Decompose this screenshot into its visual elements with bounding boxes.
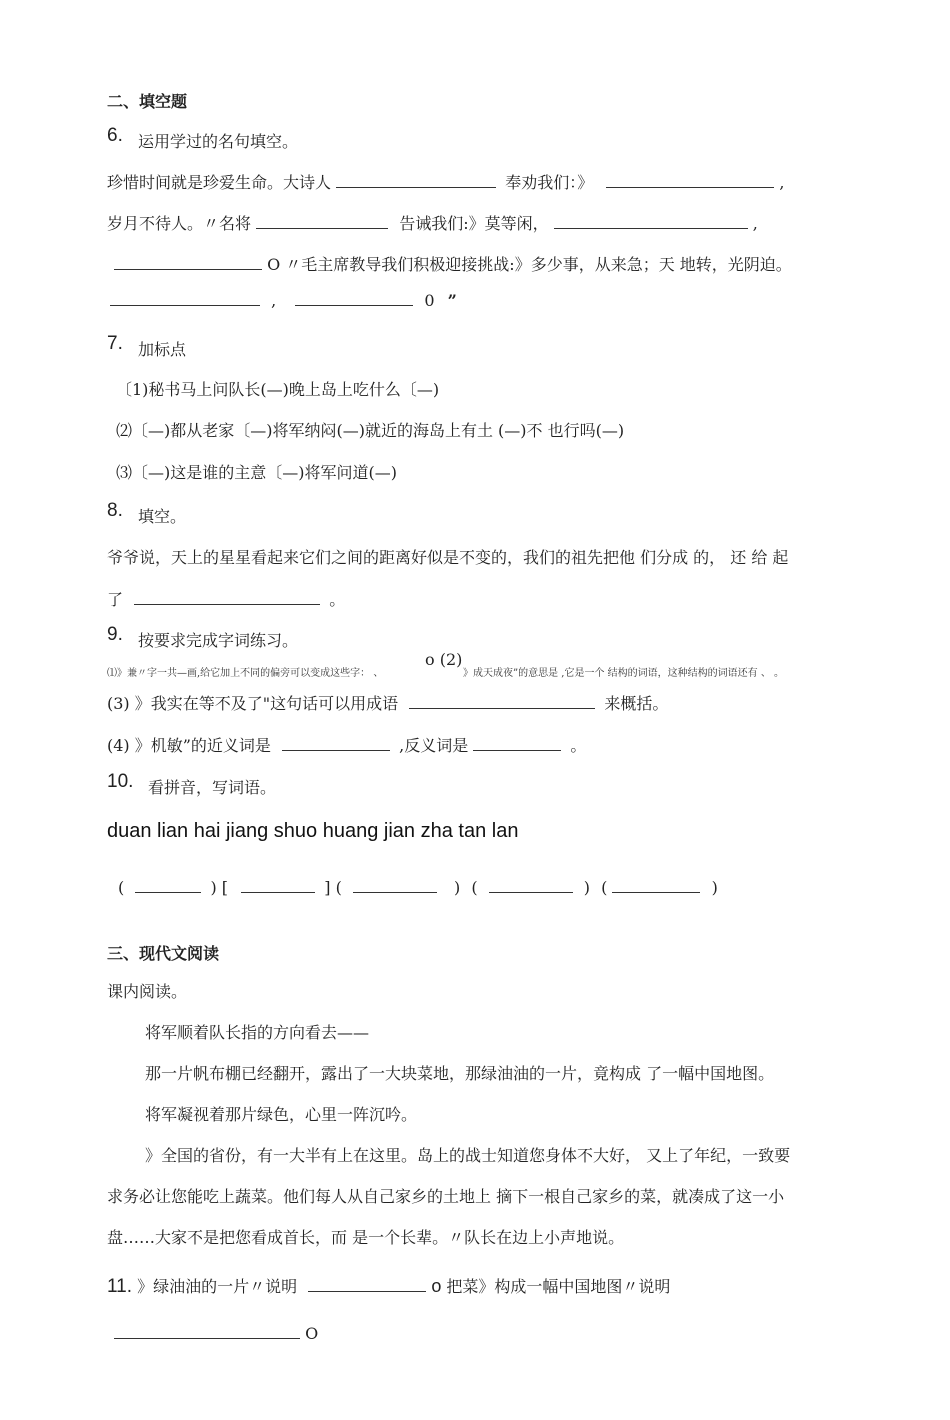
passage-paragraph-3: 将军凝视着那片绿色，心里一阵沉吟。 [145, 1105, 418, 1124]
question-number-10: 10. [107, 771, 134, 792]
question-8-prompt: 填空。 [138, 507, 187, 526]
q9-text: (4) 》机敏”的近义词是 [107, 736, 271, 755]
bracket: ( [335, 878, 342, 897]
question-number-11: 11. [107, 1276, 133, 1297]
section-title-fill-blank: 二、填空题 [107, 92, 188, 111]
q8-text: 了 [107, 590, 124, 609]
passage-paragraph-1: 将军顺着队长指的方向看去—— [145, 1023, 370, 1042]
q11-text: 把菜》构成一幅中国地图〃说明 [446, 1277, 671, 1296]
question-number-7: 7. [107, 333, 123, 354]
q6-text: O 〃毛主席教导我们积极迎接挑战:》多少事，从来急；天 地转，光阴迫。 [267, 255, 792, 274]
bracket: ) [583, 878, 591, 897]
answer-blank[interactable] [473, 736, 561, 751]
q9-text: (3) 》我实在等不及了"这句话可以用成语 [107, 694, 399, 713]
pinyin-answer-boxes [118, 878, 718, 897]
q11-text: 》绿油油的一片〃说明 [137, 1277, 298, 1296]
bracket: ) [454, 878, 461, 897]
passage-paragraph-4-line-3: 盘……大家不是把您看成首长，而 是一个长辈。〃队长在边上小声地说。 [107, 1228, 625, 1247]
q11-line-1 [107, 1274, 670, 1298]
pinyin-line: duan lian hai jiang shuo huang jian zha tan lan [107, 820, 519, 842]
bracket: ) [711, 878, 718, 897]
q9-part-2-marker: o (2) [425, 650, 463, 669]
reading-intro: 课内阅读。 [107, 982, 188, 1001]
bracket: ] [324, 878, 331, 897]
bracket: [ [221, 878, 229, 897]
q6-text: ” [447, 291, 457, 310]
answer-blank[interactable] [308, 1277, 426, 1292]
q7-sentence-2: ⑵〔—)都从老家〔—)将军纳闷(—)就近的海岛上有土 (—)不 也行吗(—) [116, 421, 625, 440]
answer-blank[interactable] [114, 255, 262, 270]
question-10-prompt: 看拼音，写词语。 [148, 778, 277, 797]
q9-text: 来概括。 [604, 694, 669, 713]
answer-blank[interactable] [110, 291, 260, 306]
bracket: ( [471, 878, 478, 897]
answer-blank[interactable] [114, 1324, 300, 1339]
q6-text: 珍惜时间就是珍爱生命。大诗人 [107, 173, 332, 192]
q6-line-4 [110, 291, 457, 310]
answer-blank[interactable] [353, 878, 437, 893]
q8-line-2 [107, 587, 345, 610]
q6-line-3 [114, 252, 792, 275]
q6-text: , [779, 173, 785, 192]
answer-blank[interactable] [489, 878, 573, 893]
q9-part-3 [107, 691, 668, 714]
q6-text: 0 [424, 291, 435, 310]
q6-text: 岁月不待人。〃名将 [107, 214, 252, 233]
question-number-6: 6. [107, 125, 123, 146]
q9-text: ,反义词是 [399, 736, 469, 755]
q9-part-1: ⑴》兼〃字一共—画,给它加上不同的偏旁可以变成这些字： 、 [107, 668, 384, 679]
answer-blank[interactable] [282, 736, 390, 751]
question-7-prompt: 加标点 [138, 340, 187, 359]
q11-text: O [305, 1324, 319, 1343]
bracket: ( [601, 878, 608, 897]
passage-paragraph-4-line-2: 求务必让您能吃上蔬菜。他们每人从自己家乡的土地上 摘下一根自己家乡的菜，就凑成了这一小 [107, 1187, 785, 1206]
answer-blank[interactable] [554, 214, 748, 229]
q6-text: 奉劝我们：》 [505, 173, 594, 192]
passage-paragraph-2: 那一片帆布棚已经翻开，露出了一大块菜地，那绿油油的一片，竟构成 了一幅中国地图。 [145, 1064, 775, 1083]
question-9-prompt: 按要求完成字词练习。 [138, 631, 299, 650]
q9-part-4 [107, 733, 586, 756]
q9-text: 。 [570, 736, 587, 755]
question-6-prompt: 运用学过的名句填空。 [138, 132, 299, 151]
answer-blank[interactable] [409, 694, 595, 709]
section-title-reading: 三、现代文阅读 [107, 944, 220, 963]
q6-line-2 [107, 211, 758, 234]
q6-text: 告诫我们:》莫等闲， [399, 214, 549, 233]
q6-line-1 [107, 170, 785, 193]
answer-blank[interactable] [606, 173, 774, 188]
answer-blank[interactable] [135, 878, 201, 893]
bracket: ( [118, 878, 125, 897]
answer-blank[interactable] [612, 878, 700, 893]
q7-sentence-1: 〔1)秘书马上问队长(—)晚上岛上吃什么〔—) [116, 380, 440, 399]
answer-blank[interactable] [256, 214, 388, 229]
q8-text: 。 [329, 590, 346, 609]
q6-text: , [752, 214, 758, 233]
question-number-9: 9. [107, 624, 123, 645]
passage-paragraph-4-line-1: 》全国的省份，有一大半有上在这里。岛上的战士知道您身体不大好， 又上了年纪，一致要 [145, 1146, 791, 1165]
question-number-8: 8. [107, 500, 123, 521]
bracket: ) [210, 878, 217, 897]
answer-blank[interactable] [241, 878, 315, 893]
answer-blank[interactable] [336, 173, 496, 188]
q9-part-2: 》成天成夜”的意思是 ,它是一个 结构的词语，这种结构的词语还有 、 。 [463, 668, 785, 679]
q7-sentence-3: ⑶〔—)这是谁的主意〔—)将军问道(—) [116, 463, 397, 482]
q11-text: o [431, 1276, 442, 1296]
q11-line-2 [114, 1324, 318, 1343]
answer-blank[interactable] [134, 590, 320, 605]
q8-line-1: 爷爷说，天上的星星看起来它们之间的距离好似是不变的，我们的祖先把他 们分成 的， 还 给 起 [107, 548, 789, 567]
answer-blank[interactable] [295, 291, 413, 306]
q6-text: , [271, 291, 277, 310]
